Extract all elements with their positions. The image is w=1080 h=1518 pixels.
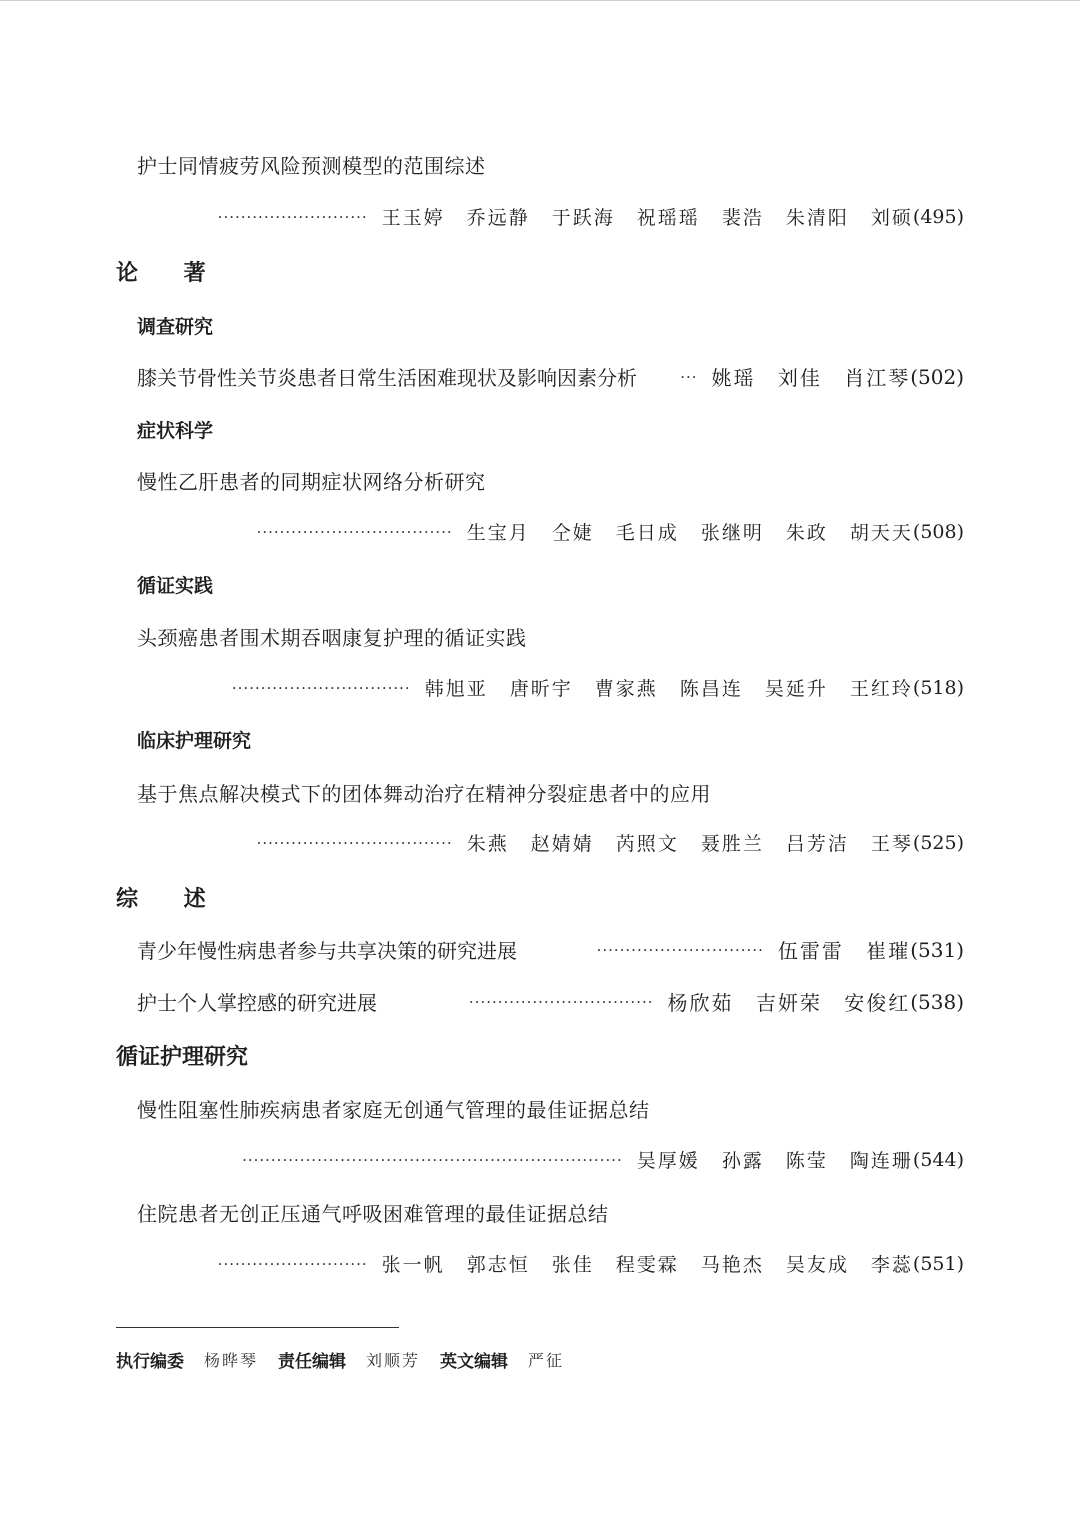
leader-dots: ·································· (256, 833, 453, 852)
english-editor-label: 英文编辑 (440, 1352, 509, 1372)
author-line (218, 203, 964, 230)
exec-editor-name: 杨晔琴 (204, 1351, 259, 1370)
article-title[interactable]: 护士个人掌控感的研究进展 (137, 991, 377, 1015)
leader-dots: ·································································· (242, 1150, 623, 1169)
english-editor-name: 严征 (528, 1351, 565, 1370)
subsection-heading: 循证实践 (137, 575, 214, 597)
author-names: 姚瑶 刘佳 肖江琴 (711, 366, 911, 390)
article-title[interactable]: 青少年慢性病患者参与共享决策的研究进展 (137, 939, 517, 963)
responsible-editor-label: 责任编辑 (278, 1352, 347, 1372)
author-names: 吴厚媛 孙露 陈莹 陶连珊 (636, 1150, 913, 1172)
footer-rule (116, 1327, 399, 1328)
subsection-heading: 临床护理研究 (137, 730, 252, 752)
author-names: 王玉婷 乔远静 于跃海 祝瑶瑶 裴浩 朱清阳 刘硕 (381, 207, 913, 229)
page-number[interactable]: (551) (912, 1252, 964, 1275)
section-heading: 综 述 (116, 887, 206, 912)
author-line (218, 1250, 964, 1277)
article-line (137, 362, 964, 391)
leader-dots: ·································· (256, 522, 453, 541)
page-number[interactable]: (518) (912, 676, 964, 699)
author-names: 生宝月 仝婕 毛日成 张继明 朱政 胡天天 (466, 522, 913, 544)
article-title[interactable]: 慢性乙肝患者的同期症状网络分析研究 (137, 470, 486, 494)
author-line (257, 518, 964, 545)
page-number[interactable]: (531) (910, 937, 964, 962)
article-title[interactable]: 膝关节骨性关节炎患者日常生活困难现状及影响因素分析 (137, 366, 637, 390)
section-heading: 循证护理研究 (116, 1045, 249, 1070)
article-title[interactable]: 基于焦点解决模式下的团体舞动治疗在精神分裂症患者中的应用 (137, 782, 711, 806)
subsection-heading: 症状科学 (137, 420, 214, 442)
article-title[interactable]: 护士同情疲劳风险预测模型的范围综述 (137, 154, 486, 178)
article-title[interactable]: 慢性阻塞性肺疾病患者家庭无创通气管理的最佳证据总结 (137, 1098, 650, 1122)
page-number[interactable]: (508) (912, 520, 964, 543)
author-line (257, 829, 964, 856)
page-number[interactable]: (525) (912, 831, 964, 854)
leader-dots: ································ (468, 992, 654, 1011)
author-names: 张一帆 郭志恒 张佳 程雯霖 马艳杰 吴友成 李蕊 (381, 1254, 913, 1276)
author-line (232, 674, 964, 701)
author-names: 韩旭亚 唐昕宇 曹家燕 陈昌连 吴延升 王红玲 (424, 678, 913, 700)
article-title[interactable]: 住院患者无创正压通气呼吸困难管理的最佳证据总结 (137, 1202, 609, 1226)
page-number[interactable]: (502) (910, 364, 964, 389)
author-names: 杨欣茹 吉妍荣 安俊红 (667, 991, 911, 1015)
author-names: 伍雷雷 崔璀 (777, 939, 911, 963)
leader-dots: ··· (680, 367, 698, 386)
page-number[interactable]: (538) (910, 989, 964, 1014)
subsection-heading: 调查研究 (137, 316, 214, 338)
top-border (0, 0, 1080, 1)
author-names: 朱燕 赵婧婧 芮照文 聂胜兰 吕芳洁 王琴 (466, 833, 913, 855)
article-line (137, 935, 964, 964)
responsible-editor-name: 刘顺芳 (366, 1351, 421, 1370)
leader-dots: ······························· (231, 678, 411, 697)
author-line (242, 1146, 964, 1173)
leader-dots: ·························· (217, 1254, 368, 1273)
page-number[interactable]: (544) (912, 1148, 964, 1171)
exec-editor-label: 执行编委 (116, 1352, 184, 1372)
editor-credits (116, 1347, 584, 1372)
leader-dots: ·························· (217, 207, 368, 226)
article-title[interactable]: 头颈癌患者围术期吞咽康复护理的循证实践 (137, 626, 527, 650)
page-number[interactable]: (495) (912, 205, 964, 228)
section-heading: 论 著 (116, 261, 206, 286)
article-line (137, 987, 964, 1016)
leader-dots: ····························· (596, 940, 764, 959)
